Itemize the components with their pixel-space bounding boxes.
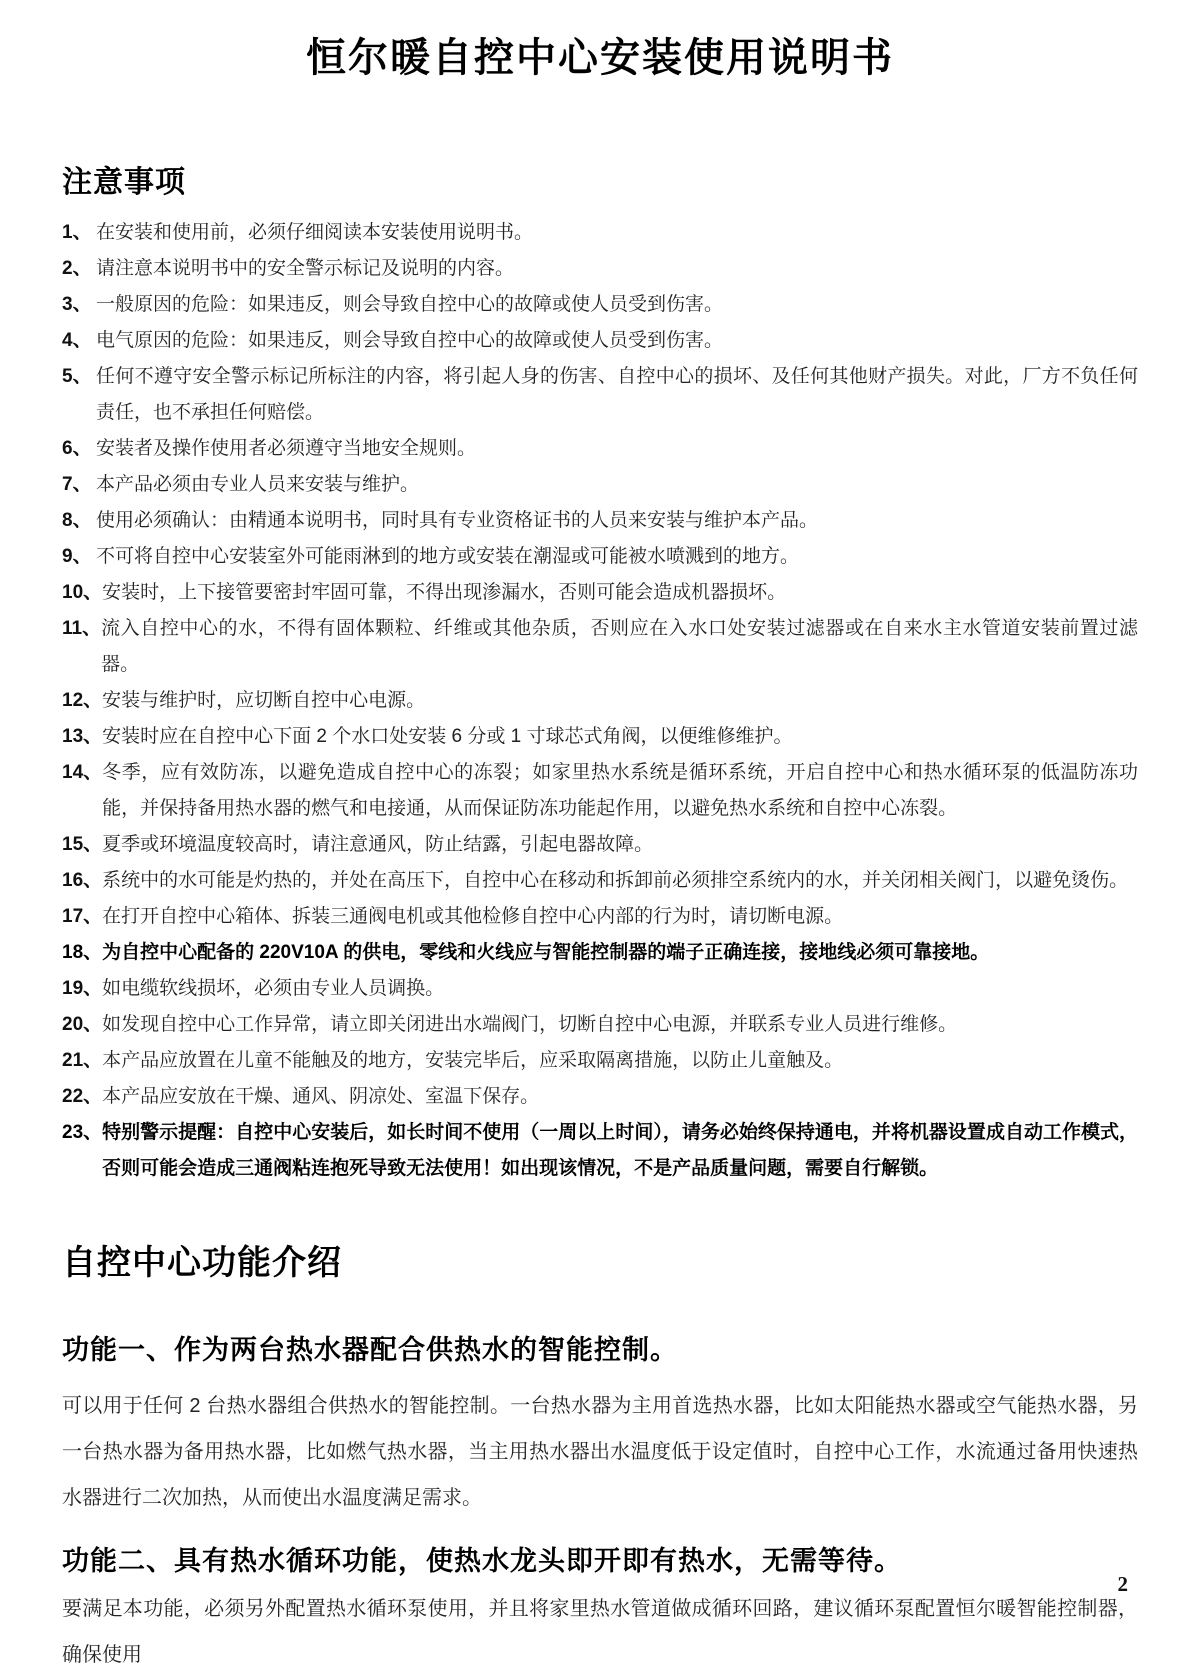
- precaution-item-text: 为自控中心配备的 220V10A 的供电，零线和火线应与智能控制器的端子正确连接，接地线必须可靠接地。: [102, 942, 990, 963]
- precaution-item-text: 本产品必须由专业人员来安装与维护。: [96, 474, 420, 495]
- precaution-item: [62, 719, 1138, 755]
- precaution-item: [62, 1043, 1138, 1079]
- precaution-item-number: 9、: [62, 546, 92, 567]
- precaution-item: [62, 755, 1138, 827]
- precaution-item-text: 特别警示提醒：自控中心安装后，如长时间不使用（一周以上时间），请务必始终保持通电，并将机器设置成自动工作模式，否则可能会造成三通阀粘连抱死导致无法使用！如出现该情况，不是产品质量问题，需要自行解锁。: [102, 1122, 1138, 1179]
- function-one-heading: 功能一、作为两台热水器配合供热水的智能控制。: [62, 1335, 678, 1365]
- precaution-item: [62, 683, 1138, 719]
- precaution-item-number: 22、: [62, 1086, 103, 1107]
- precaution-item-text: 任何不遵守安全警示标记所标注的内容，将引起人身的伤害、自控中心的损坏、及任何其他财产损失。对此，厂方不负任何责任，也不承担任何赔偿。: [96, 366, 1138, 423]
- precaution-item: [62, 575, 1138, 611]
- precaution-item-text: 本产品应放置在儿童不能触及的地方，安装完毕后，应采取隔离措施，以防止儿童触及。: [102, 1050, 844, 1071]
- precaution-item-text: 安装时应在自控中心下面 2 个水口处安装 6 分或 1 寸球芯式角阀，以便维修维护。: [102, 726, 793, 747]
- precaution-item: [62, 1115, 1138, 1187]
- precaution-item-text: 安装与维护时，应切断自控中心电源。: [102, 690, 426, 711]
- precautions-list: [62, 215, 1138, 1187]
- precaution-item-text: 安装者及操作使用者必须遵守当地安全规则。: [96, 438, 477, 459]
- precaution-item: [62, 611, 1138, 683]
- precaution-item-text: 如电缆软线损坏，必须由专业人员调换。: [102, 978, 445, 999]
- precaution-item-text: 安装时，上下接管要密封牢固可靠，不得出现渗漏水，否则可能会造成机器损坏。: [102, 582, 787, 603]
- precaution-item-text: 在打开自控中心箱体、拆装三通阀电机或其他检修自控中心内部的行为时，请切断电源。: [102, 906, 844, 927]
- precaution-item: [62, 1007, 1138, 1043]
- function-one-body: 可以用于任何 2 台热水器组合供热水的智能控制。一台热水器为主用首选热水器，比如太阳能热水器或空气能热水器，另一台热水器为备用热水器，比如燃气热水器，当主用热水器出水温度低于设定值时，自控中心工作，水流通过备用快速热水器进行二次加热，从而使出水温度满足需求。: [62, 1395, 1138, 1509]
- page-content: [0, 26, 1200, 1678]
- precaution-item-text: 系统中的水可能是灼热的，并处在高压下，自控中心在移动和拆卸前必须排空系统内的水，并关闭相关阀门，以避免烫伤。: [102, 870, 1129, 891]
- precaution-item-text: 流入自控中心的水，不得有固体颗粒、纤维或其他杂质，否则应在入水口处安装过滤器或在自来水主水管道安装前置过滤器。: [101, 618, 1138, 675]
- manual-page: [0, 26, 1200, 1666]
- precaution-item-number: 11、: [62, 618, 102, 639]
- precaution-item-number: 19、: [62, 978, 103, 999]
- precaution-item-text: 冬季，应有效防冻，以避免造成自控中心的冻裂；如家里热水系统是循环系统，开启自控中心和热水循环泵的低温防冻功能，并保持备用热水器的燃气和电接通，从而保证防冻功能起作用，以避免热水系统和自控中心冻裂。: [102, 762, 1138, 819]
- precaution-item-number: 5、: [62, 366, 92, 387]
- precaution-item: [62, 971, 1138, 1007]
- precaution-item-number: 1、: [62, 222, 92, 243]
- precaution-item-text: 使用必须确认：由精通本说明书，同时具有专业资格证书的人员来安装与维护本产品。: [96, 510, 819, 531]
- precaution-item: [62, 539, 1138, 575]
- precaution-item-number: 8、: [62, 510, 92, 531]
- precaution-item: [62, 431, 1138, 467]
- precaution-item-number: 18、: [62, 942, 103, 963]
- precaution-item-number: 4、: [62, 330, 92, 351]
- precaution-item-number: 6、: [62, 438, 92, 459]
- precaution-item: [62, 323, 1138, 359]
- precaution-item: [62, 827, 1138, 863]
- precaution-item-text: 一般原因的危险：如果违反，则会导致自控中心的故障或使人员受到伤害。: [96, 294, 724, 315]
- precaution-item-number: 20、: [62, 1014, 103, 1035]
- precaution-item-text: 不可将自控中心安装室外可能雨淋到的地方或安装在潮湿或可能被水喷溅到的地方。: [96, 546, 800, 567]
- precaution-item: [62, 467, 1138, 503]
- precaution-item-number: 21、: [62, 1050, 103, 1071]
- precaution-item-text: 本产品应安放在干燥、通风、阴凉处、室温下保存。: [102, 1086, 540, 1107]
- precautions-heading: 注意事项: [62, 166, 186, 199]
- precaution-item: [62, 287, 1138, 323]
- function-two-body: 要满足本功能，必须另外配置热水循环泵使用，并且将家里热水管道做成循环回路，建议循环泵配置恒尔暖智能控制器，确保使用: [62, 1598, 1138, 1666]
- precaution-item-number: 23、: [62, 1122, 103, 1143]
- precaution-item: [62, 215, 1138, 251]
- precaution-item-number: 16、: [62, 870, 103, 891]
- precaution-item-number: 7、: [62, 474, 92, 495]
- page-number: 2: [1117, 1572, 1128, 1596]
- precaution-item-number: 2、: [62, 258, 92, 279]
- precaution-item-text: 夏季或环境温度较高时，请注意通风，防止结露，引起电器故障。: [102, 834, 654, 855]
- precaution-item: [62, 1079, 1138, 1115]
- precaution-item-number: 17、: [62, 906, 103, 927]
- precaution-item-number: 3、: [62, 294, 92, 315]
- precaution-item-text: 在安装和使用前，必须仔细阅读本安装使用说明书。: [96, 222, 534, 243]
- precaution-item: [62, 899, 1138, 935]
- functions-intro-heading: 自控中心功能介绍: [62, 1244, 342, 1282]
- precaution-item: [62, 503, 1138, 539]
- precaution-item: [62, 935, 1138, 971]
- precaution-item-number: 15、: [62, 834, 103, 855]
- precaution-item: [62, 359, 1138, 431]
- function-two-heading: 功能二、具有热水循环功能，使热水龙头即开即有热水，无需等待。: [62, 1546, 902, 1576]
- precaution-item: [62, 863, 1138, 899]
- precaution-item-text: 如发现自控中心工作异常，请立即关闭进出水端阀门，切断自控中心电源，并联系专业人员进行维修。: [102, 1014, 958, 1035]
- precaution-item-number: 13、: [62, 726, 103, 747]
- precaution-item-number: 14、: [62, 762, 103, 783]
- precaution-item: [62, 251, 1138, 287]
- document-title: 恒尔暖自控中心安装使用说明书: [306, 36, 894, 80]
- precaution-item-number: 12、: [62, 690, 103, 711]
- precaution-item-text: 请注意本说明书中的安全警示标记及说明的内容。: [96, 258, 515, 279]
- precaution-item-text: 电气原因的危险：如果违反，则会导致自控中心的故障或使人员受到伤害。: [96, 330, 724, 351]
- precaution-item-number: 10、: [62, 582, 103, 603]
